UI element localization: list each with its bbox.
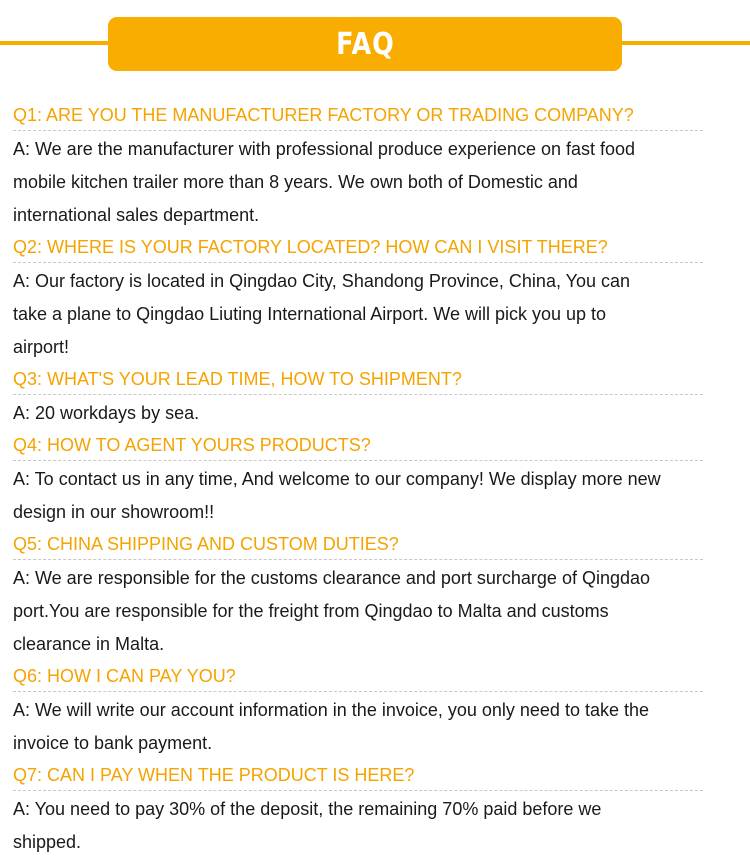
header-rule-right (618, 41, 750, 45)
faq-answer-line: international sales department. (13, 205, 260, 225)
faq-header (0, 0, 750, 100)
faq-answer-line: take a plane to Qingdao Liuting International Airport. We will pick you up to (13, 304, 607, 324)
faq-answer-line: port.You are responsible for the freight from Qingdao to Malta and customs (13, 601, 609, 621)
faq-item (13, 529, 733, 661)
faq-answer (13, 560, 733, 661)
faq-item (13, 661, 733, 760)
faq-item (13, 232, 733, 364)
faq-answer-line: A: We are responsible for the customs clearance and port surcharge of Qingdao (13, 568, 651, 588)
faq-answer (13, 395, 733, 430)
faq-answer-line: invoice to bank payment. (13, 733, 213, 753)
faq-question: Q3: WHAT'S YOUR LEAD TIME, HOW TO SHIPMENT? (13, 364, 703, 395)
faq-answer-line: clearance in Malta. (13, 634, 165, 654)
faq-answer (13, 461, 733, 529)
faq-answer-line: airport! (13, 337, 70, 357)
faq-answer-line: A: We are the manufacturer with professional produce experience on fast food (13, 139, 636, 159)
faq-answer-line: shipped. (13, 832, 82, 852)
faq-item (13, 364, 733, 430)
faq-item (13, 100, 733, 232)
faq-answer-line: A: 20 workdays by sea. (13, 403, 200, 423)
faq-question: Q1: ARE YOU THE MANUFACTURER FACTORY OR TRADING COMPANY? (13, 100, 703, 131)
faq-item (13, 430, 733, 529)
faq-answer (13, 791, 733, 859)
faq-answer-line: A: Our factory is located in Qingdao City, Shandong Province, China, You can (13, 271, 631, 291)
faq-answer-line: A: You need to pay 30% of the deposit, the remaining 70% paid before we (13, 799, 602, 819)
faq-question: Q4: HOW TO AGENT YOURS PRODUCTS? (13, 430, 703, 461)
header-rule-left (0, 41, 112, 45)
faq-question: Q7: CAN I PAY WHEN THE PRODUCT IS HERE? (13, 760, 703, 791)
faq-item (13, 760, 733, 859)
faq-answer-line: A: To contact us in any time, And welcome to our company! We display more new (13, 469, 661, 489)
faq-answer (13, 131, 733, 232)
faq-answer (13, 692, 733, 760)
faq-answer-line: A: We will write our account information in the invoice, you only need to take the (13, 700, 650, 720)
faq-answer-line: mobile kitchen trailer more than 8 years. We own both of Domestic and (13, 172, 578, 192)
faq-list (13, 100, 733, 859)
page-title: FAQ (335, 26, 395, 62)
faq-banner (108, 17, 622, 71)
faq-question: Q2: WHERE IS YOUR FACTORY LOCATED? HOW CAN I VISIT THERE? (13, 232, 703, 263)
faq-question: Q6: HOW I CAN PAY YOU? (13, 661, 703, 692)
faq-question: Q5: CHINA SHIPPING AND CUSTOM DUTIES? (13, 529, 703, 560)
faq-answer-line: design in our showroom!! (13, 502, 215, 522)
faq-answer (13, 263, 733, 364)
